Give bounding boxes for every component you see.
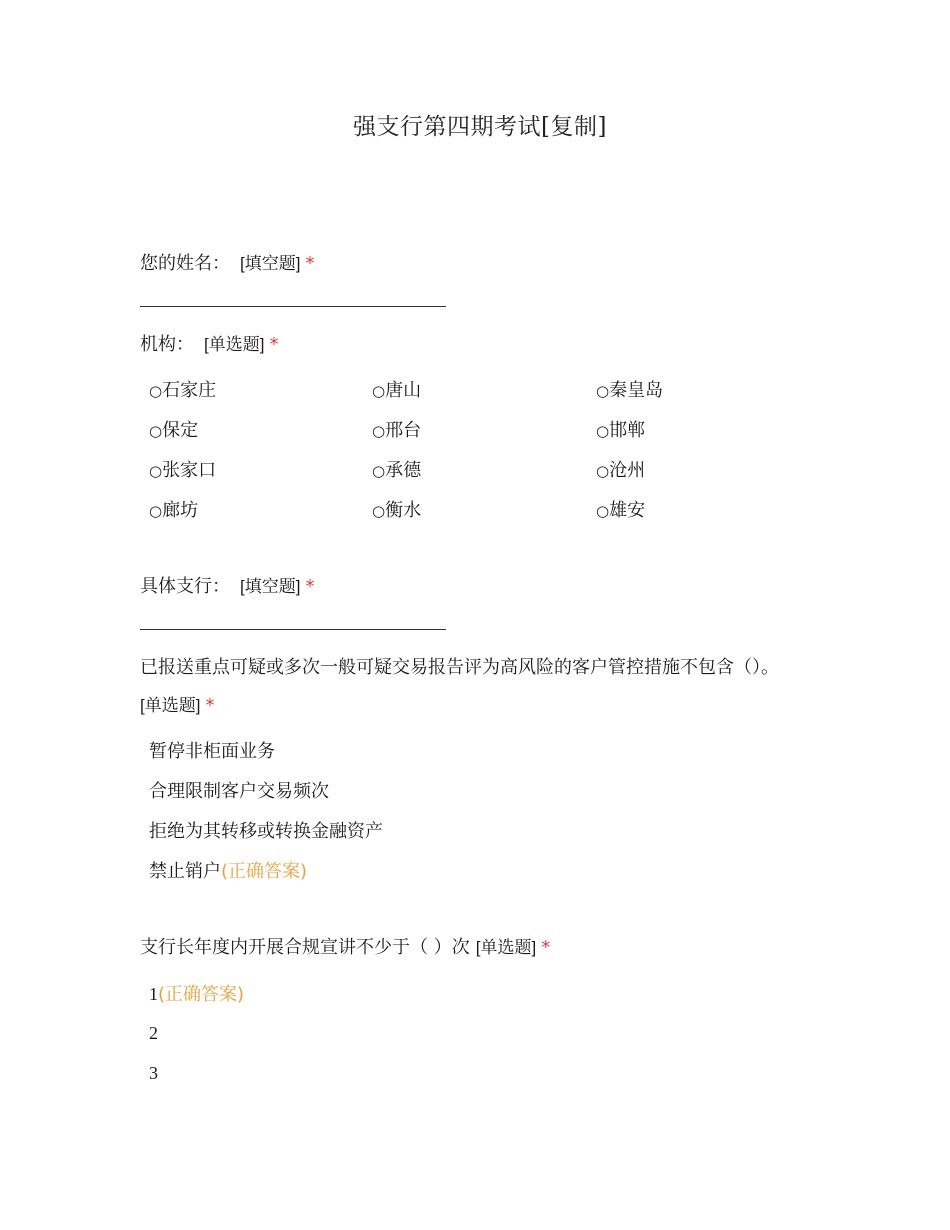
radio-option[interactable] bbox=[149, 379, 216, 403]
radio-icon[interactable]: ○ bbox=[372, 502, 386, 520]
radio-option[interactable] bbox=[149, 459, 216, 483]
question-branch bbox=[140, 574, 314, 600]
choice-option[interactable] bbox=[149, 820, 383, 844]
option-label: 1 bbox=[149, 984, 158, 1004]
option-label: 张家口 bbox=[162, 460, 217, 481]
radio-icon[interactable]: ○ bbox=[372, 382, 386, 400]
radio-option[interactable] bbox=[596, 459, 645, 483]
radio-icon[interactable]: ○ bbox=[596, 422, 610, 440]
option-label: 拒绝为其转移或转换金融资产 bbox=[149, 821, 383, 842]
question-label: 支行长年度内开展合规宣讲不少于（ ）次 bbox=[140, 937, 470, 958]
choice-option[interactable] bbox=[149, 1021, 158, 1046]
required-mark: * bbox=[269, 334, 279, 355]
name-input-line[interactable] bbox=[140, 306, 446, 307]
question-label: 您的姓名： bbox=[140, 253, 230, 274]
option-label: 保定 bbox=[162, 420, 199, 441]
radio-icon[interactable]: ○ bbox=[596, 382, 610, 400]
choice-option[interactable] bbox=[149, 780, 329, 804]
option-label: 2 bbox=[149, 1023, 158, 1043]
question-institution bbox=[140, 332, 278, 358]
option-label: 石家庄 bbox=[162, 380, 217, 401]
question-type-tag: [填空题] bbox=[240, 254, 301, 273]
choice-option[interactable] bbox=[149, 740, 275, 764]
radio-icon[interactable]: ○ bbox=[149, 382, 163, 400]
radio-icon[interactable]: ○ bbox=[372, 422, 386, 440]
radio-option[interactable] bbox=[149, 499, 198, 523]
option-label: 沧州 bbox=[609, 460, 646, 481]
radio-icon[interactable]: ○ bbox=[596, 462, 610, 480]
radio-option[interactable] bbox=[596, 419, 645, 443]
page-title: 强支行第四期考试[复制] bbox=[353, 114, 607, 140]
choice-option[interactable] bbox=[149, 860, 307, 884]
radio-option[interactable] bbox=[149, 419, 198, 443]
question-label: 已报送重点可疑或多次一般可疑交易报告评为高风险的客户管控措施不包含（）。 bbox=[140, 657, 779, 678]
option-label: 邢台 bbox=[385, 420, 422, 441]
required-mark: * bbox=[541, 937, 551, 958]
radio-option[interactable] bbox=[372, 379, 421, 403]
radio-icon[interactable]: ○ bbox=[149, 422, 163, 440]
question-label: 具体支行： bbox=[140, 576, 230, 597]
correct-answer-note: (正确答案) bbox=[158, 984, 245, 1005]
question-type-tag: [单选题] bbox=[204, 335, 265, 354]
choice-option[interactable] bbox=[149, 1061, 158, 1086]
radio-option[interactable] bbox=[596, 379, 663, 403]
option-label: 合理限制客户交易频次 bbox=[149, 781, 329, 802]
option-label: 秦皇岛 bbox=[609, 380, 664, 401]
radio-option[interactable] bbox=[372, 419, 421, 443]
required-mark: * bbox=[205, 695, 215, 716]
option-label: 廊坊 bbox=[162, 500, 199, 521]
option-label: 雄安 bbox=[609, 500, 646, 521]
question-type-tag: [单选题] bbox=[140, 696, 201, 715]
option-label: 衡水 bbox=[385, 500, 422, 521]
radio-icon[interactable]: ○ bbox=[372, 462, 386, 480]
option-label: 唐山 bbox=[385, 380, 422, 401]
radio-icon[interactable]: ○ bbox=[596, 502, 610, 520]
question-type-tag: [单选题] bbox=[475, 938, 537, 957]
required-mark: * bbox=[305, 253, 315, 274]
question-name bbox=[140, 251, 314, 277]
option-label: 禁止销户 bbox=[149, 861, 221, 882]
radio-icon[interactable]: ○ bbox=[149, 502, 163, 520]
correct-answer-note: (正确答案) bbox=[221, 861, 308, 882]
branch-input-line[interactable] bbox=[140, 629, 446, 630]
option-label: 暂停非柜面业务 bbox=[149, 741, 275, 762]
choice-option[interactable] bbox=[149, 982, 244, 1007]
question-risk-control bbox=[140, 655, 779, 681]
option-label: 承德 bbox=[385, 460, 422, 481]
radio-icon[interactable]: ○ bbox=[149, 462, 163, 480]
option-label: 3 bbox=[149, 1063, 158, 1083]
question-compliance-talks bbox=[140, 935, 550, 961]
radio-option[interactable] bbox=[596, 499, 645, 523]
question-label: 机构： bbox=[140, 334, 194, 355]
question-type-line bbox=[140, 693, 214, 719]
radio-option[interactable] bbox=[372, 459, 421, 483]
question-type-tag: [填空题] bbox=[240, 577, 301, 596]
required-mark: * bbox=[305, 576, 315, 597]
radio-option[interactable] bbox=[372, 499, 421, 523]
option-label: 邯郸 bbox=[609, 420, 646, 441]
